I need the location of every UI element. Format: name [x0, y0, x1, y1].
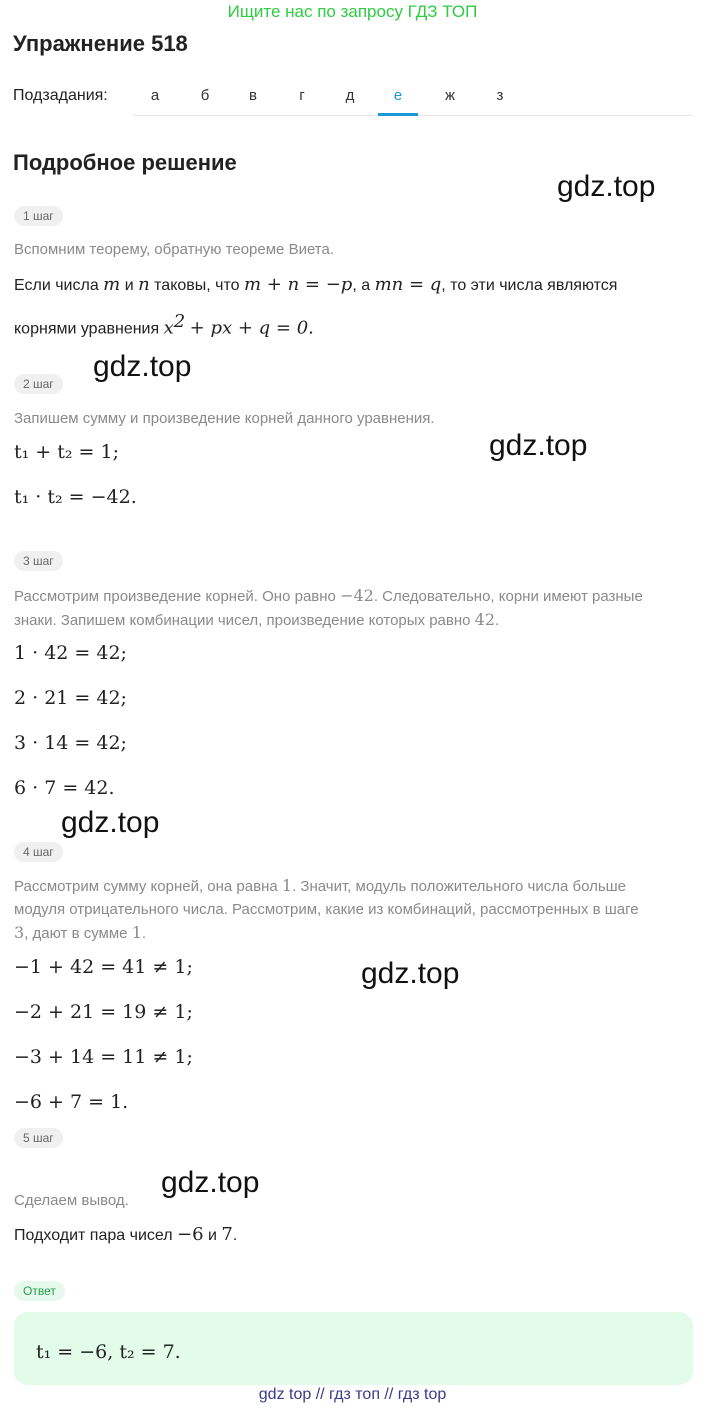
tab-zh[interactable]: ж — [444, 87, 456, 104]
answer-badge: Ответ — [14, 1281, 65, 1301]
footer-links: gdz top // гдз топ // гдз top — [258, 1386, 447, 1403]
watermark: gdz.top — [93, 350, 192, 383]
step-badge: 3 шаг — [14, 551, 63, 571]
formula: −1 + 42 = 41 ≠ 1; — [14, 956, 193, 978]
subtask-tabs — [133, 80, 693, 116]
formula: t₁ + t₂ = 1; — [14, 441, 119, 463]
step-hint: Сделаем вывод. — [14, 1192, 129, 1209]
formula: 1 · 42 = 42; — [14, 642, 127, 664]
tab-b[interactable]: б — [200, 87, 210, 104]
subtasks-label: Подзадания: — [13, 87, 108, 104]
watermark: gdz.top — [161, 1166, 260, 1199]
formula: t₁ · t₂ = −42. — [14, 486, 137, 508]
step-badge: 4 шаг — [14, 842, 63, 862]
step-badge: 1 шаг — [14, 206, 63, 226]
step-hint: Вспомним теорему, обратную теореме Виета. — [14, 241, 335, 258]
step5-conclusion: Подходит пара чисел −6 и 7. — [14, 1224, 238, 1245]
watermark: gdz.top — [61, 806, 160, 839]
watermark: gdz.top — [361, 957, 460, 990]
tab-z[interactable]: з — [496, 87, 504, 104]
solution-heading: Подробное решение — [13, 150, 237, 175]
tab-g[interactable]: г — [299, 87, 305, 104]
tab-e-active[interactable]: е — [378, 80, 418, 116]
formula: −3 + 14 = 11 ≠ 1; — [14, 1046, 193, 1068]
answer-formula: t₁ = −6, t₂ = 7. — [36, 1341, 181, 1363]
formula: 2 · 21 = 42; — [14, 687, 127, 709]
step-badge: 2 шаг — [14, 374, 63, 394]
tab-a[interactable]: а — [150, 87, 160, 104]
watermark: gdz.top — [489, 429, 588, 462]
formula: 6 · 7 = 42. — [14, 777, 115, 799]
tab-d[interactable]: д — [345, 87, 355, 104]
formula: −6 + 7 = 1. — [14, 1091, 129, 1113]
watermark: gdz.top — [557, 170, 656, 203]
formula: −2 + 21 = 19 ≠ 1; — [14, 1001, 193, 1023]
formula: 3 · 14 = 42; — [14, 732, 127, 754]
tab-v[interactable]: в — [249, 87, 257, 104]
step1-text-line2: корнями уравнения $x^2$ + px + q = 0. — [14, 311, 314, 339]
step1-text-line1: Если числа m и n таковы, что m + n = −p, а mn = q, то эти числа являются — [14, 274, 618, 295]
step-hint: Рассмотрим сумму корней, она равна 1. Значит, модуль положительного числа больше модуля отрицательного числа. Рассмотрим, какие из комбинаций, рассмотренных в шаге 3, дают в сумме 1. — [14, 876, 639, 942]
step-hint: Рассмотрим произведение корней. Оно равно −42. Следовательно, корни имеют разные знаки. Запишем комбинации чисел, произведение которых равно 42. — [14, 586, 643, 629]
search-banner: Ищите нас по запросу ГДЗ ТОП — [227, 2, 478, 21]
page-title: Упражнение 518 — [13, 31, 188, 56]
step-badge: 5 шаг — [14, 1128, 63, 1148]
step-hint: Запишем сумму и произведение корней данного уравнения. — [14, 410, 435, 427]
